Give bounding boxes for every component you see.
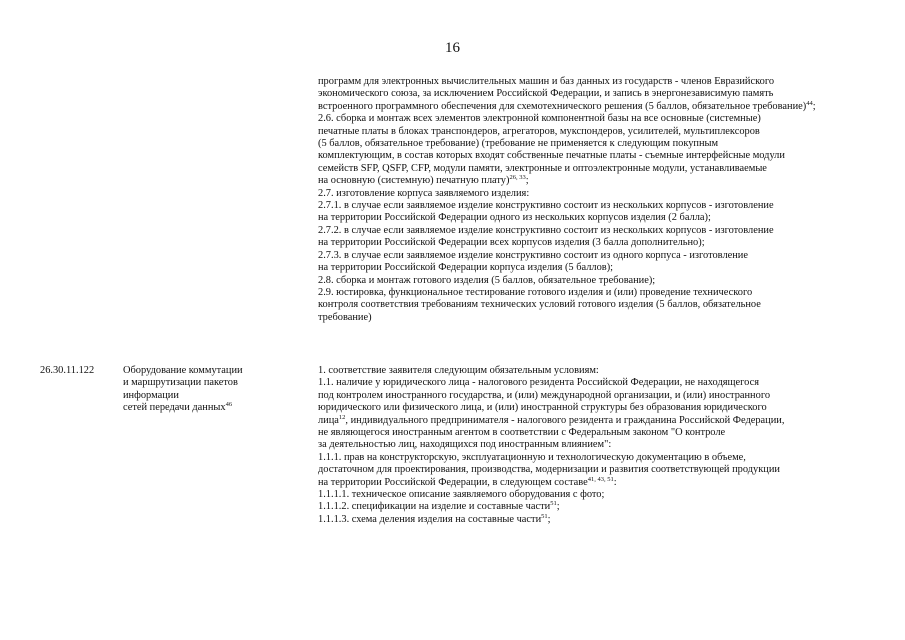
requirement-line-text: 2.9. юстировка, функциональное тестирование готового изделия и (или) проведение технического bbox=[318, 286, 753, 298]
requirement-line bbox=[318, 175, 878, 187]
product-name-line-text: Оборудование коммутации bbox=[123, 365, 243, 376]
requirement-line bbox=[318, 225, 878, 237]
requirement-line bbox=[318, 113, 878, 125]
requirement-line bbox=[318, 390, 878, 402]
requirement-line bbox=[318, 275, 878, 287]
requirement-line-text: 1.1.1.1. техническое описание заявляемого оборудования с фото; bbox=[318, 489, 605, 501]
product-name-line bbox=[123, 365, 243, 377]
requirement-line-text: 1. соответствие заявителя следующим обязательным условиям: bbox=[318, 365, 599, 376]
requirement-line-text: 2.6. сборка и монтаж всех элементов электронной компонентной базы на все основные (системные) bbox=[318, 113, 761, 125]
requirement-line-text: экономического союза, за исключением Российской Федерации, и запись в энергонезависимую память bbox=[318, 88, 774, 100]
requirement-line-text: контроля соответствия требованиям технических условий готового изделия (5 баллов, обязательное bbox=[318, 299, 761, 311]
requirement-line-text: 2.7. изготовление корпуса заявляемого изделия: bbox=[318, 187, 530, 199]
requirement-line-text: на территории Российской Федерации всех корпусов изделия (3 балла дополнительно); bbox=[318, 237, 705, 249]
requirement-line-text: 1.1.1. прав на конструкторскую, эксплуатационную и технологическую документацию в объеме, bbox=[318, 451, 746, 463]
requirement-line-text-tail: ; bbox=[556, 501, 560, 513]
requirement-line-text: семейств SFP, QSFP, CFP, модули памяти, электронные и оптоэлектронные модули, устанавливаемые bbox=[318, 162, 767, 174]
requirement-line bbox=[318, 501, 878, 513]
requirement-line-text: 2.7.2. в случае если заявляемое изделие конструктивно состоит из нескольких корпусов - изготовление bbox=[318, 224, 774, 236]
requirement-line bbox=[318, 138, 878, 150]
requirement-line-text: юридического или физического лица, и (или) иностранной структуры без образования юридического bbox=[318, 402, 767, 414]
product-name-line-text: и маршрутизации пакетов bbox=[123, 377, 238, 389]
requirement-line-text: 1.1.1.2. спецификации на изделие и составные части bbox=[318, 501, 551, 513]
requirement-line bbox=[318, 287, 878, 299]
requirement-line-text: 2.8. сборка и монтаж готового изделия (5 баллов, обязательное требование); bbox=[318, 274, 656, 286]
requirement-line-text: 1.1.1.3. схема деления изделия на составные части bbox=[318, 513, 542, 525]
requirement-line-text-tail: , индивидуального предпринимателя - налогового резидента и гражданина Российской Федерации, bbox=[345, 414, 785, 426]
requirement-line-text: 2.7.3. в случае если заявляемое изделие конструктивно состоит из одного корпуса - изготовление bbox=[318, 249, 748, 261]
requirement-line-text: не являющегося иностранным агентом в соответствии с Федеральным законом "О контроле bbox=[318, 427, 726, 439]
row-requirements bbox=[318, 365, 878, 526]
requirement-line-text: 1.1. наличие у юридического лица - налогового резидента Российской Федерации, не находящегося bbox=[318, 377, 759, 389]
requirement-line-text: на основную (системную) печатную плату) bbox=[318, 175, 510, 187]
requirement-line bbox=[318, 415, 878, 427]
requirement-line bbox=[318, 237, 878, 249]
requirement-line-text: на территории Российской Федерации корпуса изделия (5 баллов); bbox=[318, 262, 614, 274]
requirement-line-text: комплектующим, в состав которых входят собственные печатные платы - съемные интерфейсные модули bbox=[318, 150, 785, 162]
requirement-line bbox=[318, 452, 878, 464]
product-name-line-text: информации bbox=[123, 389, 179, 401]
requirement-line-text: на территории Российской Федерации одного из нескольких корпусов изделия (2 балла); bbox=[318, 212, 711, 224]
product-name-line bbox=[123, 377, 243, 389]
requirement-line bbox=[318, 76, 878, 88]
requirement-line bbox=[318, 101, 878, 113]
requirement-line-text: программ для электронных вычислительных машин и баз данных из государств - членов Евразийского bbox=[318, 76, 775, 87]
requirement-line-text: достаточном для проектирования, производства, модернизации и развития соответствующей продукции bbox=[318, 464, 780, 476]
footnote-reference: 41, 43, 51 bbox=[587, 475, 614, 483]
requirement-line-text: встроенного программного обеспечения для схемотехнического решения (5 баллов, обязательное требование) bbox=[318, 100, 807, 112]
requirement-line bbox=[318, 188, 878, 200]
requirement-line-text: под контролем иностранного государства, и (или) международной организации, и (или) иностранного bbox=[318, 389, 771, 401]
requirement-line-text: требование) bbox=[318, 311, 372, 323]
requirement-line bbox=[318, 377, 878, 389]
requirement-line-text: на территории Российской Федерации, в следующем составе bbox=[318, 476, 588, 488]
product-name-line bbox=[123, 402, 243, 414]
requirement-line bbox=[318, 150, 878, 162]
product-name-line-text: сетей передачи данных bbox=[123, 402, 226, 414]
requirement-line bbox=[318, 427, 878, 439]
requirement-line bbox=[318, 88, 878, 100]
requirement-line bbox=[318, 514, 878, 526]
requirement-line-text: печатные платы в блоках транспондеров, агрегаторов, мукспондеров, усилителей, мультиплексоров bbox=[318, 125, 760, 137]
requirement-line bbox=[318, 439, 878, 451]
requirement-line bbox=[318, 312, 878, 324]
footnote-reference: 44 bbox=[806, 99, 813, 107]
previous-row-requirements bbox=[318, 76, 878, 324]
requirement-line-text-tail: ; bbox=[525, 175, 529, 187]
page-number: 16 bbox=[445, 40, 460, 56]
requirement-line-text-tail: ; bbox=[812, 100, 816, 112]
footnote-reference: 26, 33 bbox=[509, 174, 526, 182]
requirement-line bbox=[318, 489, 878, 501]
footnote-reference: 12 bbox=[338, 413, 346, 421]
requirement-line bbox=[318, 200, 878, 212]
row-product-name bbox=[123, 365, 243, 415]
requirement-line-text: 2.7.1. в случае если заявляемое изделие конструктивно состоит из нескольких корпусов - изготовление bbox=[318, 200, 774, 212]
requirement-line bbox=[318, 250, 878, 262]
requirement-line-text: лица bbox=[318, 414, 339, 426]
requirement-line bbox=[318, 212, 878, 224]
footnote-reference: 51 bbox=[550, 500, 557, 508]
requirement-line bbox=[318, 163, 878, 175]
requirement-line bbox=[318, 262, 878, 274]
requirement-line-text: (5 баллов, обязательное требование) (требование не применяется к следующим покупным bbox=[318, 138, 719, 150]
requirement-line bbox=[318, 477, 878, 489]
requirement-line-text-tail: : bbox=[613, 476, 617, 488]
requirement-line-text-tail: ; bbox=[547, 513, 551, 525]
requirement-line-text: за деятельностью лиц, находящихся под иностранным влиянием": bbox=[318, 439, 612, 451]
requirement-line bbox=[318, 402, 878, 414]
requirement-line bbox=[318, 365, 878, 377]
footnote-reference: 46 bbox=[225, 401, 233, 409]
requirement-line bbox=[318, 126, 878, 138]
requirement-line bbox=[318, 299, 878, 311]
row-code: 26.30.11.122 bbox=[40, 365, 95, 376]
footnote-reference: 51 bbox=[541, 512, 548, 520]
